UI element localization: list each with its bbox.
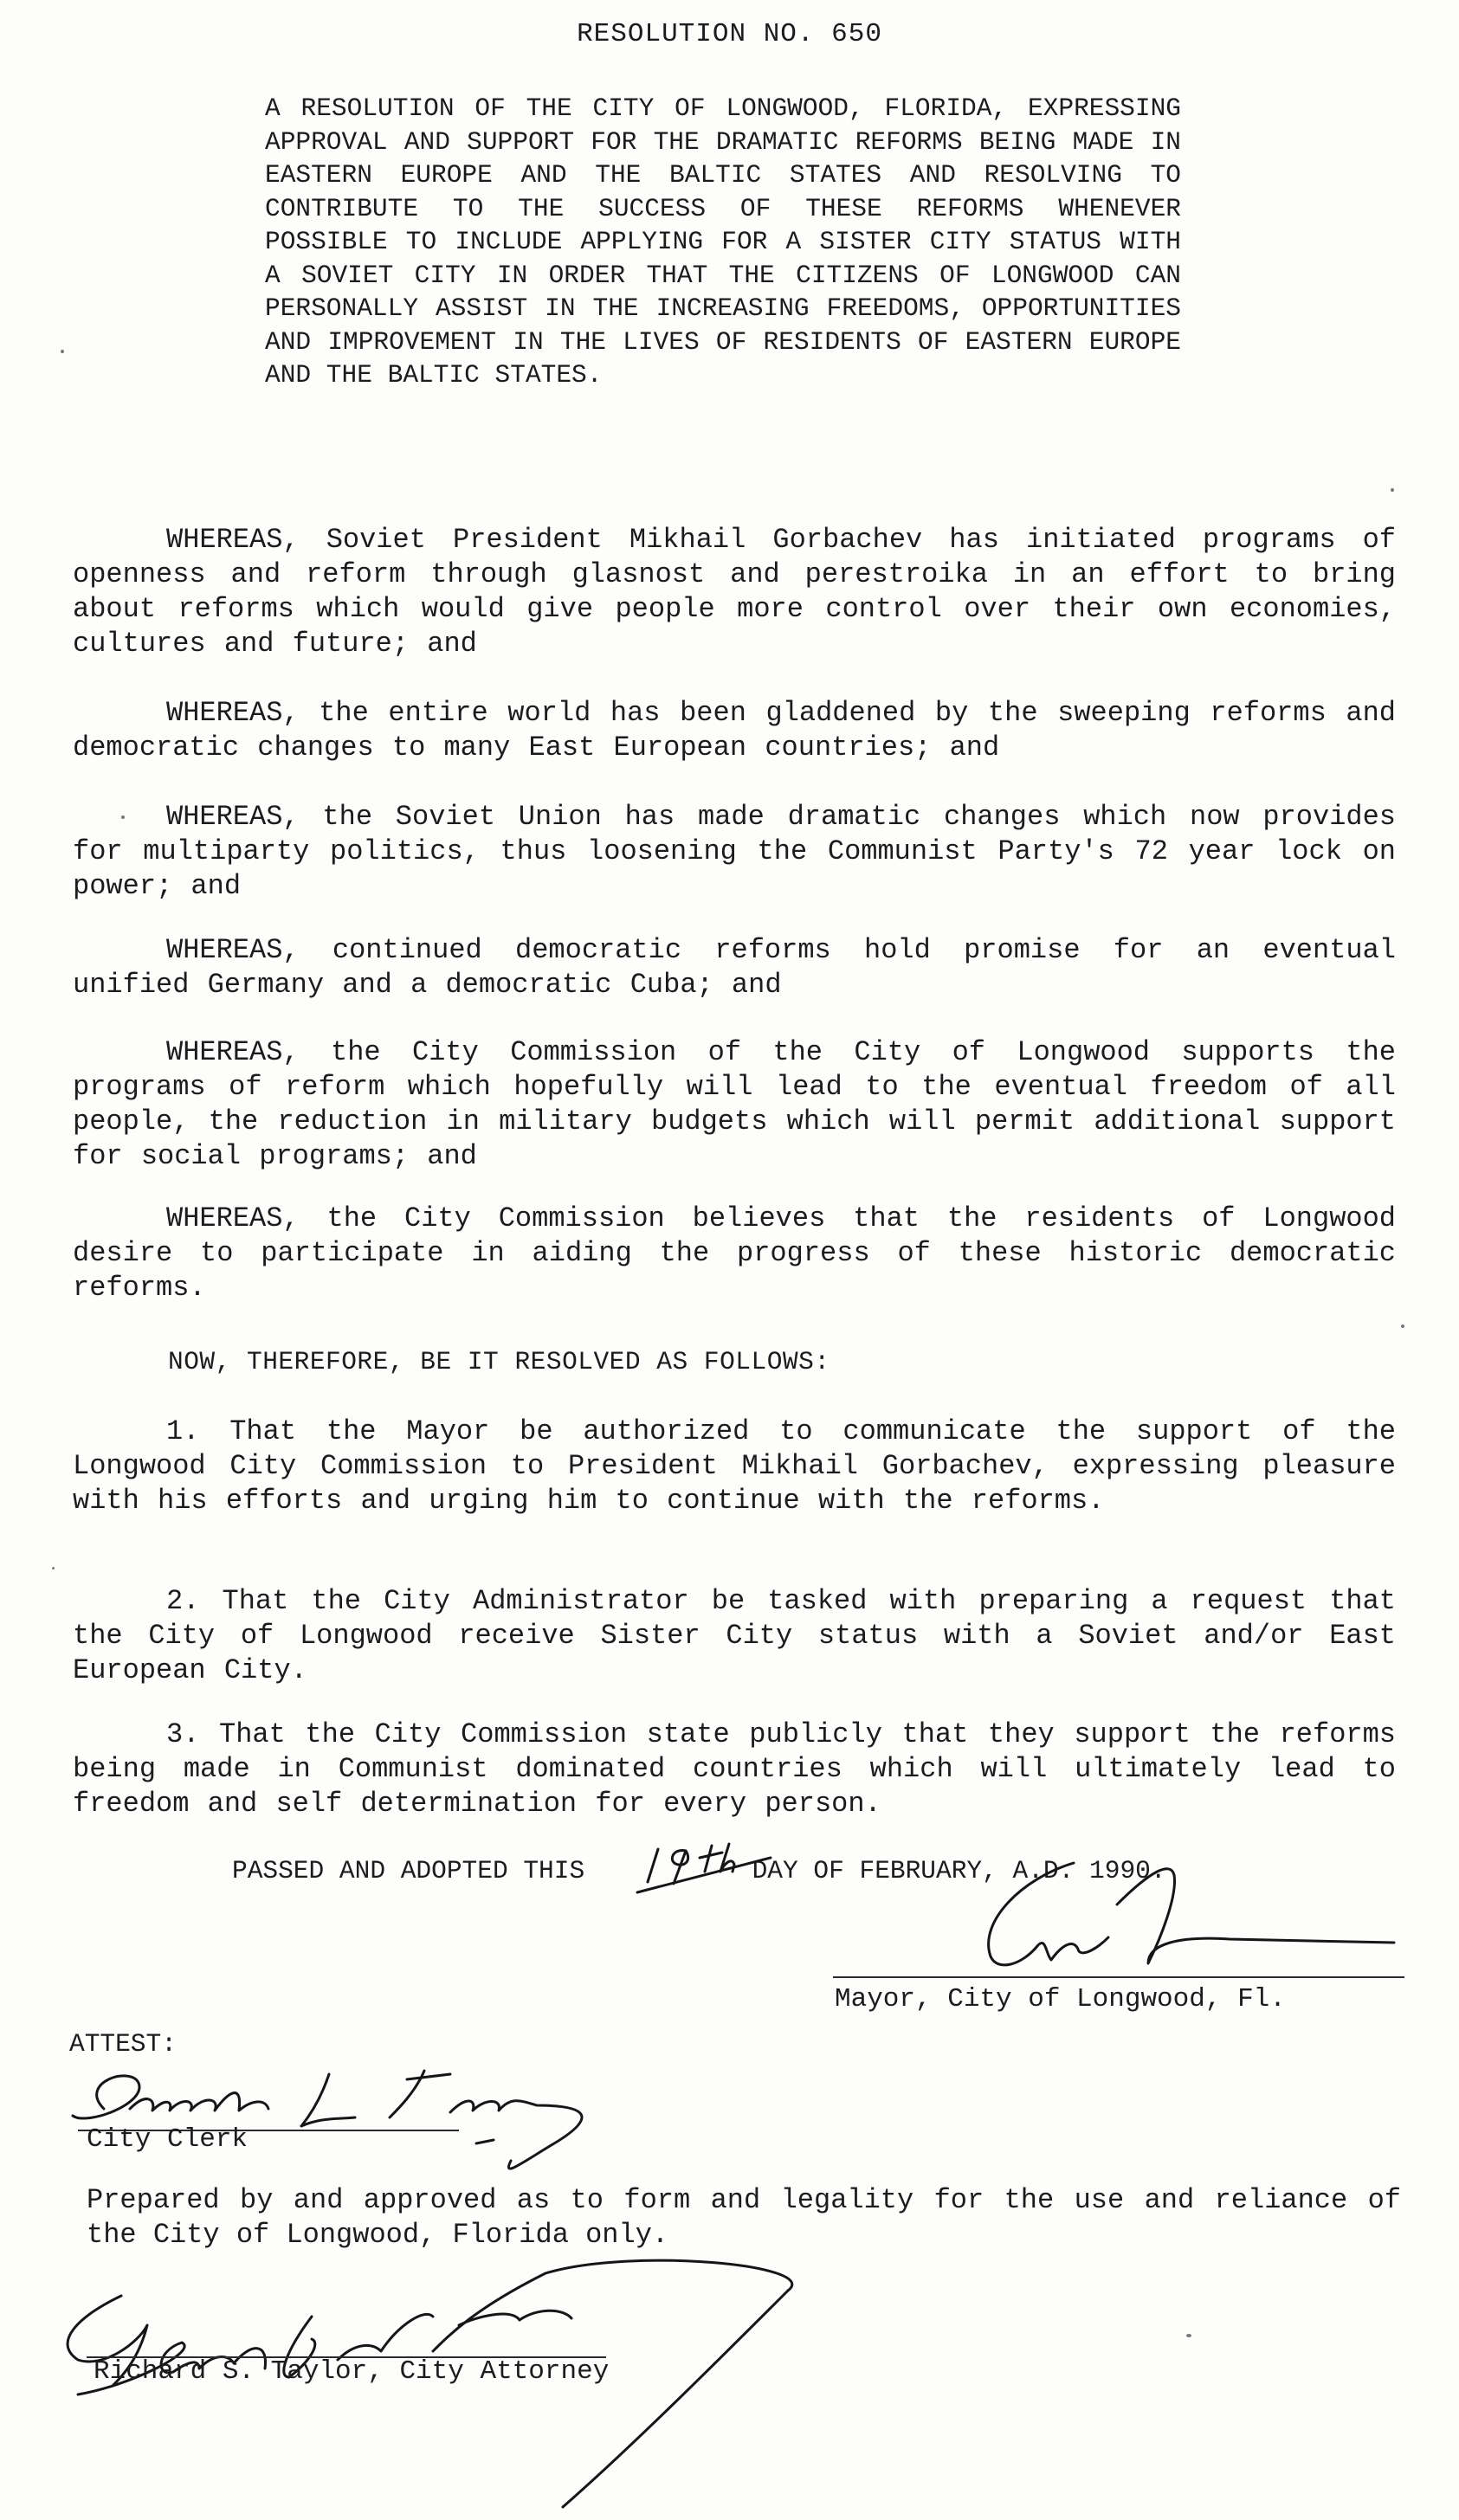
whereas-paragraph xyxy=(73,1035,1396,1174)
mayor-label: Mayor, City of Longwood, Fl. xyxy=(835,1984,1286,2014)
whereas-paragraph xyxy=(73,933,1396,1002)
prepared-statement: Prepared by and approved as to form and legality for the use and reliance of the City of Longwood, Florida only. xyxy=(87,2184,1401,2251)
clerk-label: City Clerk xyxy=(87,2124,249,2155)
resolution-heading: A RESOLUTION OF THE CITY OF LONGWOOD, FLORIDA, EXPRESSING APPROVAL AND SUPPORT FOR THE DRAMATIC REFORMS BEING MADE IN EASTERN EUROPE AND THE BALTIC STATES AND RESOLVING TO CONTRIBUTE TO THE SUCCESS OF THESE REFORMS WHENEVER POSSIBLE TO INCLUDE APPLYING FOR A SISTER CITY STATUS WITH A SOVIET CITY IN ORDER THAT THE CITIZENS OF LONGWOOD CAN PERSONALLY ASSIST IN THE INCREASING FREEDOMS, OPPORTUNITIES AND IMPROVEMENT IN THE LIVES OF RESIDENTS OF EASTERN EUROPE AND THE BALTIC STATES. xyxy=(265,93,1181,390)
mayor-signature-line xyxy=(833,1976,1404,1978)
city-clerk-signature xyxy=(69,2057,641,2178)
adoption-prefix: PASSED AND ADOPTED THIS xyxy=(232,1856,585,1885)
resolution-title: RESOLUTION NO. 650 xyxy=(577,19,882,49)
whereas-text: WHEREAS, continued democratic reforms hold promise for an eventual unified Germany and a democratic Cuba; and xyxy=(73,934,1396,1001)
whereas-text: WHEREAS, the City Commission of the City of Longwood supports the programs of reform which hopefully will lead to the eventual freedom of all people, the reduction in military budgets which will permit additional support for social programs; and xyxy=(73,1036,1396,1172)
whereas-paragraph xyxy=(73,696,1396,765)
whereas-text: WHEREAS, Soviet President Mikhail Gorbachev has initiated programs of openness and reform through glasnost and perestroika in an effort to bring about reforms which would give people more control over their own economies, cultures and future; and xyxy=(73,524,1396,660)
resolved-item-text: 1. That the Mayor be authorized to communicate the support of the Longwood City Commission to President Mikhail Gorbachev, expressing pleasure with his efforts and urging him to continue with the reforms. xyxy=(73,1415,1396,1517)
adoption-suffix: DAY OF FEBRUARY, A.D. 1990. xyxy=(752,1856,1166,1885)
resolved-intro: NOW, THEREFORE, BE IT RESOLVED AS FOLLOWS: xyxy=(168,1347,830,1376)
resolved-item-text: 3. That the City Commission state publicly that they support the reforms being made in Communist dominated countries which will ultimately lead to freedom and self determination for every person. xyxy=(73,1718,1396,1820)
whereas-text: WHEREAS, the City Commission believes that the residents of Longwood desire to participate in aiding the progress of these historic democratic reforms. xyxy=(73,1202,1396,1304)
whereas-paragraph xyxy=(73,800,1396,904)
resolved-item-text: 2. That the City Administrator be tasked with preparing a request that the City of Longwood receive Sister City status with a Soviet and/or East European City. xyxy=(73,1585,1396,1686)
resolved-item xyxy=(73,1718,1396,1821)
attorney-label: Richard S. Taylor, City Attorney xyxy=(94,2356,610,2387)
resolved-item xyxy=(73,1584,1396,1688)
whereas-text: WHEREAS, the entire world has been gladdened by the sweeping reforms and democratic changes to many East European countries; and xyxy=(73,697,1396,764)
mayor-signature xyxy=(944,1853,1411,1991)
whereas-text: WHEREAS, the Soviet Union has made dramatic changes which now provides for multiparty politics, thus loosening the Communist Party's 72 year lock on power; and xyxy=(73,801,1396,902)
handwritten-day-signature xyxy=(632,1840,805,1901)
whereas-paragraph xyxy=(73,523,1396,661)
resolved-item xyxy=(73,1415,1396,1518)
whereas-paragraph xyxy=(73,1202,1396,1305)
attest-label: ATTEST: xyxy=(69,2029,177,2059)
